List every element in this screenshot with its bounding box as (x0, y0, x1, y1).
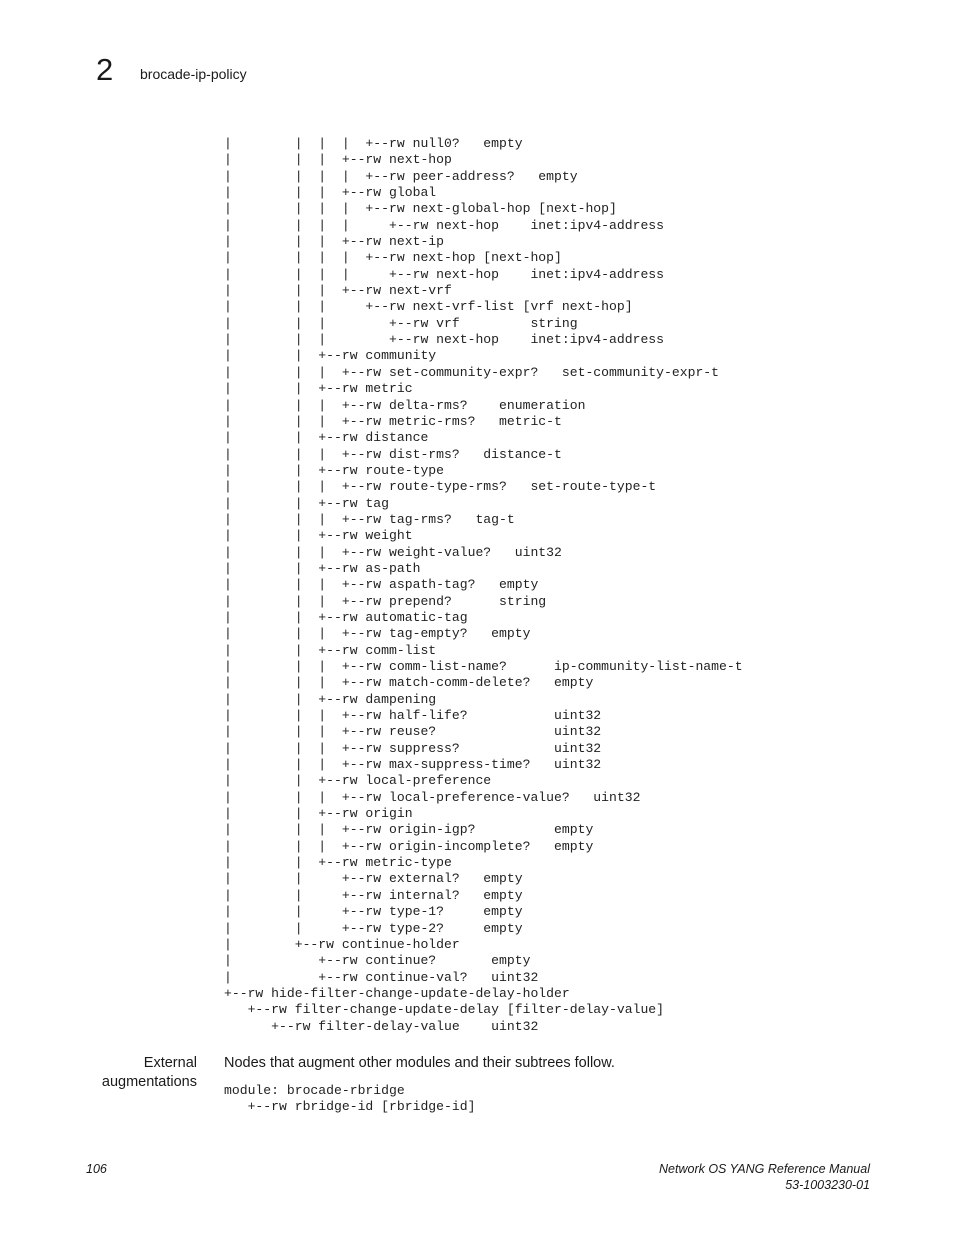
tree-line: | | +--rw type-2? empty (224, 920, 523, 936)
tree-line: | +--rw continue-holder (224, 936, 460, 952)
tree-line: | | | +--rw set-community-expr? set-community-expr-t (224, 364, 720, 380)
tree-line: | | | +--rw delta-rms? enumeration (224, 397, 586, 413)
tree-line: | | | +--rw next-ip (224, 234, 445, 250)
tree-line: | | +--rw automatic-tag (224, 609, 468, 625)
tree-line: | | | +--rw origin-igp? empty (224, 822, 594, 838)
section-description: Nodes that augment other modules and their subtrees follow. (224, 1055, 615, 1071)
tree-line: | | | | +--rw next-global-hop [next-hop] (224, 201, 617, 217)
module-line: +--rw rbridge-id [rbridge-id] (224, 1099, 476, 1115)
tree-line: | | | +--rw next-hop (224, 152, 452, 168)
tree-line: | | | | +--rw next-hop inet:ipv4-address (224, 217, 665, 233)
tree-line: | | | +--rw next-vrf-list [vrf next-hop] (224, 299, 633, 315)
tree-line: | | | +--rw half-life? uint32 (224, 708, 602, 724)
section-label-line1: External (143, 1055, 197, 1071)
tree-line: | | +--rw dampening (224, 691, 437, 707)
tree-line: | | +--rw tag (224, 495, 390, 511)
tree-line: | | +--rw external? empty (224, 871, 523, 887)
footer-title (659, 1161, 870, 1193)
tree-line: +--rw filter-change-update-delay [filter-delay-value] (224, 1002, 665, 1018)
module-line: module: brocade-rbridge (224, 1083, 405, 1098)
tree-line: | | | +--rw route-type-rms? set-route-type-t (224, 479, 657, 495)
tree-line: | | +--rw weight (224, 528, 413, 544)
section-label-line2: augmentations (101, 1074, 197, 1090)
tree-line: | +--rw continue? empty (224, 953, 531, 969)
tree-line: | | | +--rw tag-empty? empty (224, 626, 531, 642)
yang-tree-listing (224, 136, 743, 1035)
tree-line: | | | +--rw origin-incomplete? empty (224, 838, 594, 854)
tree-line: | | +--rw local-preference (224, 773, 492, 789)
page-number: 106 (86, 1162, 107, 1176)
tree-line: | | | +--rw global (224, 185, 437, 201)
tree-line: | | | +--rw tag-rms? tag-t (224, 511, 515, 527)
tree-line: | | | | +--rw null0? empty (224, 136, 523, 151)
tree-line: +--rw hide-filter-change-update-delay-holder (224, 985, 570, 1001)
doc-number: 53-1003230-01 (785, 1178, 870, 1192)
tree-line: | | | | +--rw next-hop inet:ipv4-address (224, 266, 665, 282)
tree-line: | | +--rw community (224, 348, 437, 364)
tree-line: | | +--rw distance (224, 430, 429, 446)
module-listing (224, 1083, 475, 1116)
tree-line: | | | +--rw reuse? uint32 (224, 724, 602, 740)
section-label (60, 1054, 197, 1092)
tree-line: | | +--rw comm-list (224, 642, 437, 658)
chapter-number: 2 (96, 52, 114, 87)
tree-line: | | | +--rw metric-rms? metric-t (224, 413, 562, 429)
tree-line: +--rw filter-delay-value uint32 (224, 1018, 539, 1034)
chapter-title: brocade-ip-policy (140, 66, 247, 82)
tree-line: | | | +--rw max-suppress-time? uint32 (224, 757, 602, 773)
tree-line: | | | +--rw aspath-tag? empty (224, 577, 539, 593)
tree-line: | | +--rw route-type (224, 462, 445, 478)
tree-line: | | | +--rw weight-value? uint32 (224, 544, 562, 560)
tree-line: | | +--rw internal? empty (224, 887, 523, 903)
tree-line: | | | +--rw suppress? uint32 (224, 740, 602, 756)
tree-line: | | +--rw type-1? empty (224, 904, 523, 920)
tree-line: | | | +--rw match-comm-delete? empty (224, 675, 594, 691)
tree-line: | | | +--rw next-hop inet:ipv4-address (224, 332, 665, 348)
tree-line: | +--rw continue-val? uint32 (224, 969, 539, 985)
tree-line: | | +--rw as-path (224, 560, 421, 576)
tree-line: | | | +--rw dist-rms? distance-t (224, 446, 562, 462)
tree-line: | | | | +--rw next-hop [next-hop] (224, 250, 562, 266)
tree-line: | | +--rw metric-type (224, 855, 452, 871)
tree-line: | | | +--rw next-vrf (224, 283, 452, 299)
tree-line: | | | +--rw comm-list-name? ip-community-list-name-t (224, 659, 743, 674)
tree-line: | | +--rw origin (224, 806, 413, 822)
tree-line: | | | +--rw prepend? string (224, 593, 547, 609)
tree-line: | | | | +--rw peer-address? empty (224, 168, 578, 184)
manual-title: Network OS YANG Reference Manual (659, 1162, 870, 1176)
tree-line: | | | +--rw local-preference-value? uint32 (224, 789, 641, 805)
tree-line: | | | +--rw vrf string (224, 315, 578, 331)
tree-line: | | +--rw metric (224, 381, 413, 397)
